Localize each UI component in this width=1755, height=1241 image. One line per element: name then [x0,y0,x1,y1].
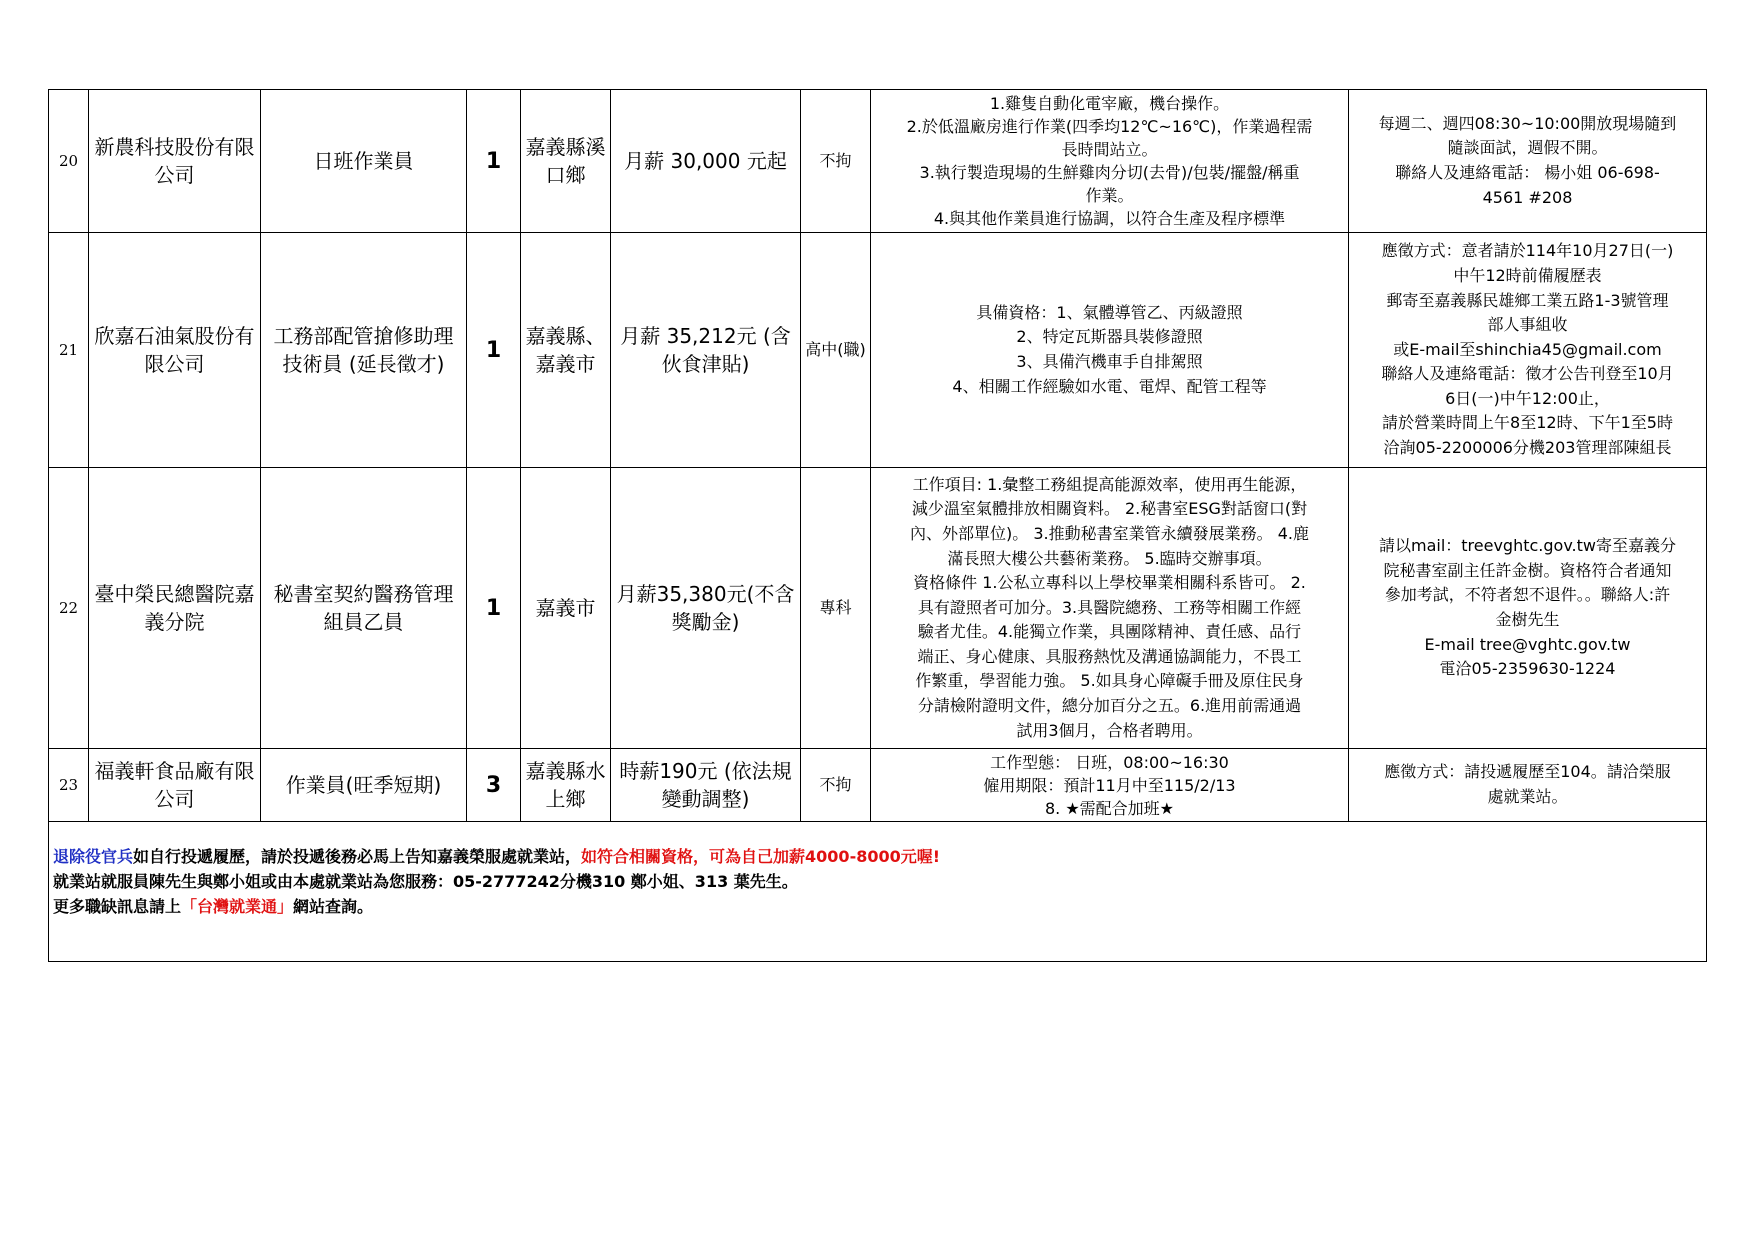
description-line: 作繁重，學習能力強。 5.如具身心障礙手冊及原住民身 [915,671,1304,691]
description-line: 8. ★需配合加班★ [1044,798,1175,818]
education-requirement: 不拘 [801,749,871,822]
application-info [1349,749,1707,822]
apply-line: 處就業站。 [1487,787,1568,806]
salary-bonus-notice: 如符合相關資格，可為自己加薪4000-8000元喔! [581,847,941,866]
description-line: 4.與其他作業員進行協調，以符合生產及程序標準 [933,209,1286,228]
salary: 月薪 35,212元 (含伙食津貼) [611,233,801,468]
job-title: 作業員(旺季短期) [261,749,467,822]
apply-line: 院秘書室副主任許金樹。資格符合者通知 [1383,560,1672,580]
apply-line: 應徵方式：意者請於114年10月27日(一) [1381,241,1674,261]
apply-line: 金樹先生 [1495,610,1560,629]
headcount: 1 [467,233,521,468]
description-line: 2、特定瓦斯器具裝修證照 [1016,327,1203,347]
apply-line: 請於營業時間上午8至12時、下午1至5時 [1382,413,1673,433]
job-description [871,90,1349,233]
description-line: 工作項目: 1.彙整工務組提高能源效率，使用再生能源， [912,474,1307,494]
apply-line: 或E-mail至shinchia45@gmail.com [1393,339,1662,359]
description-line: 長時間站立。 [1061,140,1158,159]
row-number: 21 [49,233,89,468]
more-info-suffix: 網站查詢。 [293,897,374,916]
apply-line: 聯絡人及連絡電話： 楊小姐 06-698- [1395,163,1660,182]
apply-line: 聯絡人及連絡電話：徵才公告刊登至10月 [1381,364,1674,384]
row-number: 20 [49,90,89,233]
description-line: 1.雞隻自動化電宰廠，機台操作。 [989,94,1230,113]
row-number: 22 [49,468,89,749]
apply-line: 隨談面試，週假不開。 [1447,138,1608,158]
taiwan-jobs-link[interactable]: 「台灣就業通」 [181,897,294,916]
contact-line: 就業站就服員陳先生與鄭小姐或由本處就業站為您服務：05-2777242分機310 鄭小姐、313 葉先生。 [53,872,798,891]
apply-line: 4561 #208 [1482,187,1573,207]
description-line: 3、具備汽機車手自排駕照 [1016,352,1203,371]
work-location: 嘉義市 [521,468,611,749]
apply-line: 電洽05-2359630-1224 [1439,659,1616,679]
veteran-label: 退除役官兵 [53,847,134,866]
job-title: 日班作業員 [261,90,467,233]
education-requirement: 不拘 [801,90,871,233]
job-description [871,233,1349,468]
job-title: 秘書室契約醫務管理組員乙員 [261,468,467,749]
company-name: 欣嘉石油氣股份有限公司 [89,233,261,468]
description-line: 資格條件 1.公私立專科以上學校畢業相關科系皆可。 2. [913,573,1306,593]
apply-line: 6日(一)中午12:00止， [1445,388,1610,408]
company-name: 福義軒食品廠有限公司 [89,749,261,822]
job-description [871,749,1349,822]
apply-line: 中午12時前備履歷表 [1453,265,1602,285]
notes-row [49,822,1707,962]
description-line: 2.於低溫廠房進行作業(四季均12℃~16℃)，作業過程需 [906,117,1313,136]
salary: 月薪 30,000 元起 [611,90,801,233]
application-info [1349,90,1707,233]
salary: 時薪190元 (依法規變動調整) [611,749,801,822]
description-line: 作業。 [1085,186,1134,205]
job-description [871,468,1349,749]
description-line: 內、外部單位)。 3.推動秘書室業管永續發展業務。 4.鹿 [910,523,1309,543]
apply-line: 應徵方式：請投遞履歷至104。請洽榮服 [1384,762,1671,782]
education-requirement: 專科 [801,468,871,749]
application-info [1349,468,1707,749]
company-name: 臺中榮民總醫院嘉義分院 [89,468,261,749]
headcount: 3 [467,749,521,822]
more-info-prefix: 更多職缺訊息請上 [53,897,182,916]
apply-line: 洽詢05-2200006分機203管理部陳組長 [1383,438,1672,458]
apply-line: 部人事組收 [1487,315,1568,335]
table-row [49,90,1707,233]
description-line: 滿長照大樓公共藝術業務。 5.臨時交辦事項。 [947,548,1272,568]
salary: 月薪35,380元(不含獎勵金) [611,468,801,749]
veteran-instruction: 如自行投遞履歷，請於投遞後務必馬上告知嘉義榮服處就業站， [133,847,582,866]
description-line: 3.執行製造現場的生鮮雞肉分切(去骨)/包裝/擺盤/稱重 [919,163,1300,182]
description-line: 減少溫室氣體排放相關資料。 2.秘書室ESG對話窗口(對 [911,499,1308,519]
company-name: 新農科技股份有限公司 [89,90,261,233]
headcount: 1 [467,90,521,233]
description-line: 驗者尤佳。4.能獨立作業，具團隊精神、責任感、品行 [917,622,1302,642]
apply-line: 參加考試，不符者恕不退件。。聯絡人:許 [1384,585,1671,605]
work-location: 嘉義縣、嘉義市 [521,233,611,468]
description-line: 具備資格：1、氣體導管乙、丙級證照 [976,302,1243,322]
description-line: 端正、身心健康、具服務熱忱及溝通協調能力，不畏工 [917,646,1302,666]
apply-line: 請以mail：treevghtc.gov.tw寄至嘉義分 [1378,536,1676,556]
application-info [1349,233,1707,468]
education-requirement: 高中(職) [801,233,871,468]
description-line: 僱用期限：預計11月中至115/2/13 [983,775,1236,795]
notes-panel [49,822,1707,962]
headcount: 1 [467,468,521,749]
veteran-notice [53,844,1702,869]
apply-line: 郵寄至嘉義縣民雄鄉工業五路1-3號管理 [1386,290,1669,310]
work-location: 嘉義縣水上鄉 [521,749,611,822]
table-row [49,468,1707,749]
job-title: 工務部配管搶修助理技術員 (延長徵才) [261,233,467,468]
description-line: 試用3個月，合格者聘用。 [1016,720,1203,740]
description-line: 具有證照者可加分。3.具醫院總務、工務等相關工作經 [917,597,1302,617]
description-line: 分請檢附證明文件，總分加百分之五。6.進用前需通過 [917,696,1302,716]
more-info-line [53,894,1702,919]
apply-line: 每週二、週四08:30~10:00開放現場隨到 [1378,113,1677,133]
table-row [49,749,1707,822]
apply-line: E-mail tree@vghtc.gov.tw [1424,634,1631,654]
table-row [49,233,1707,468]
job-listings-table [48,89,1707,962]
row-number: 23 [49,749,89,822]
work-location: 嘉義縣溪口鄉 [521,90,611,233]
description-line: 工作型態： 日班，08:00~16:30 [990,752,1229,772]
description-line: 4、相關工作經驗如水電、電焊、配管工程等 [952,376,1267,396]
